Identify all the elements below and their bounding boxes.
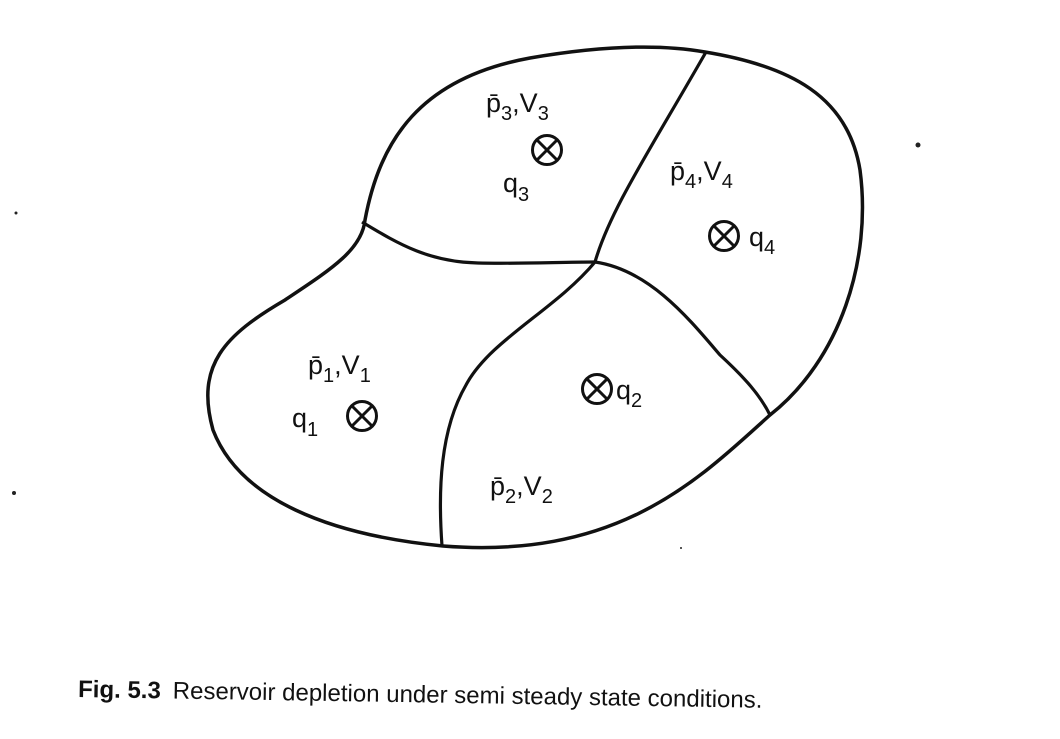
figure-caption-text: Reservoir depletion under semi steady state conditions. <box>172 677 763 714</box>
region-1-rate-label: $q_1$ <box>292 403 319 441</box>
region-3-rate-label: $q_3$ <box>503 168 530 206</box>
boundary-region-1-2 <box>440 262 595 546</box>
region-3-pressure-volume-label: $p̄_3,V_3$ <box>486 88 549 125</box>
boundary-region-1-3 <box>362 222 595 263</box>
well-icon <box>710 222 739 251</box>
region-4-pressure-volume-label: $p̄_4,V_4$ <box>670 156 733 193</box>
region-2-rate-label: $q_2$ <box>616 375 643 412</box>
region-2-pressure-volume-label: $p̄_2,V_2$ <box>490 471 553 508</box>
region-4-rate-label: $q_4$ <box>749 222 776 259</box>
scan-speck <box>916 143 921 148</box>
well-icon <box>348 402 377 431</box>
figure-number: Fig. 5.3 <box>77 676 162 705</box>
figure-caption <box>78 676 763 714</box>
boundary-region-3-4 <box>595 52 706 262</box>
scan-speck <box>12 491 16 495</box>
scan-speck <box>15 212 18 215</box>
well-icon <box>583 375 612 404</box>
well-icon <box>533 136 562 165</box>
region-1-pressure-volume-label: $p̄_1,V_1$ <box>308 350 371 387</box>
scan-speck <box>680 547 682 549</box>
